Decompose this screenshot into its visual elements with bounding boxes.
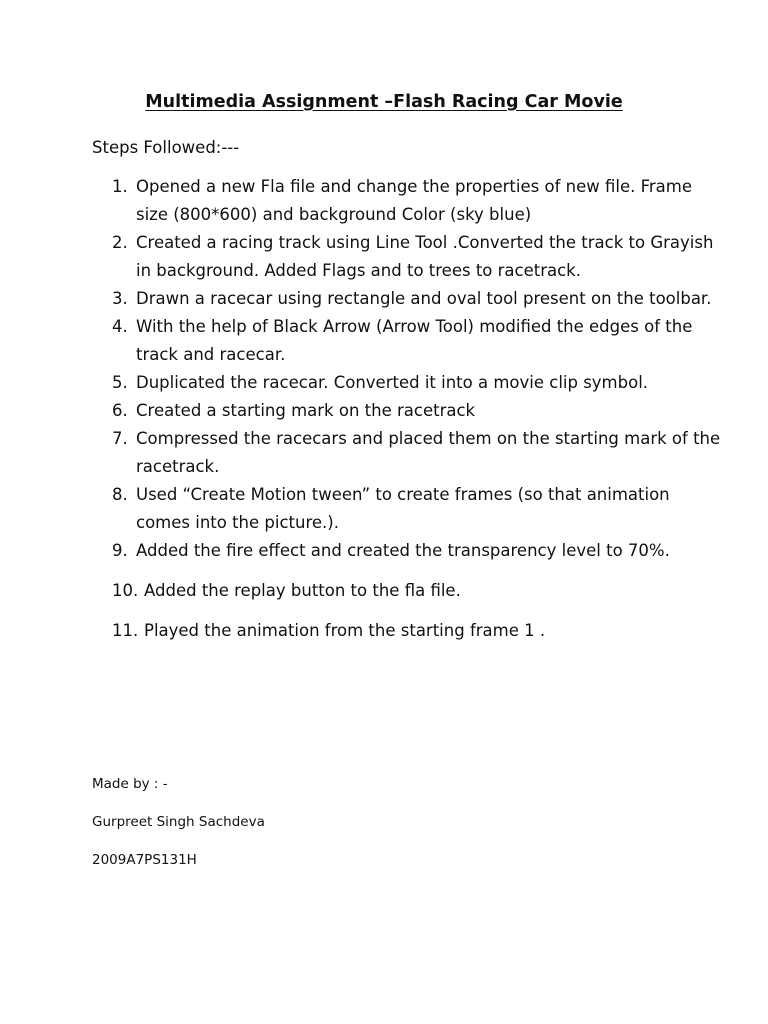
step-text: Drawn a racecar using rectangle and oval tool present on the toolbar. [136, 289, 712, 308]
step-number: 9. [112, 541, 128, 560]
list-item [0, 617, 768, 645]
list-item [0, 577, 768, 605]
step-text: Played the animation from the starting frame 1 . [144, 621, 546, 640]
list-item [0, 285, 768, 313]
steps-list [0, 173, 768, 645]
step-text: Opened a new Fla file and change the properties of new file. Frame size (800*600) and background Color (sky blue) [136, 177, 692, 224]
student-id: 2009A7PS131H [92, 852, 197, 868]
step-number: 7. [112, 429, 128, 448]
step-number: 4. [112, 317, 128, 336]
step-number: 10. [112, 581, 139, 600]
list-item [0, 481, 768, 537]
list-item [0, 313, 768, 369]
step-text: Duplicated the racecar. Converted it into a movie clip symbol. [136, 373, 649, 392]
step-number: 6. [112, 401, 128, 420]
step-text: Created a starting mark on the racetrack [136, 401, 476, 420]
step-text: Created a racing track using Line Tool .Converted the track to Grayish in background. Added Flags and to trees to racetrack. [136, 233, 714, 280]
step-text: Added the fire effect and created the transparency level to 70%. [136, 541, 670, 560]
step-text: Compressed the racecars and placed them on the starting mark of the racetrack. [136, 429, 721, 476]
list-item [0, 229, 768, 285]
step-text: With the help of Black Arrow (Arrow Tool) modified the edges of the track and racecar. [136, 317, 693, 364]
step-number: 5. [112, 373, 128, 392]
step-number: 2. [112, 233, 128, 252]
step-number: 11. [112, 621, 139, 640]
made-by-label: Made by : - [92, 776, 168, 792]
step-text: Added the replay button to the fla file. [144, 581, 461, 600]
step-number: 8. [112, 485, 128, 504]
document-title: Multimedia Assignment –Flash Racing Car Movie [145, 92, 623, 112]
list-item [0, 537, 768, 565]
step-number: 3. [112, 289, 128, 308]
list-item [0, 369, 768, 397]
list-item [0, 425, 768, 481]
author-name: Gurpreet Singh Sachdeva [92, 814, 265, 830]
list-item [0, 397, 768, 425]
step-number: 1. [112, 177, 128, 196]
steps-heading: Steps Followed:--- [92, 138, 240, 157]
list-item [0, 173, 768, 229]
step-text: Used “Create Motion tween” to create frames (so that animation comes into the picture.). [136, 485, 670, 532]
